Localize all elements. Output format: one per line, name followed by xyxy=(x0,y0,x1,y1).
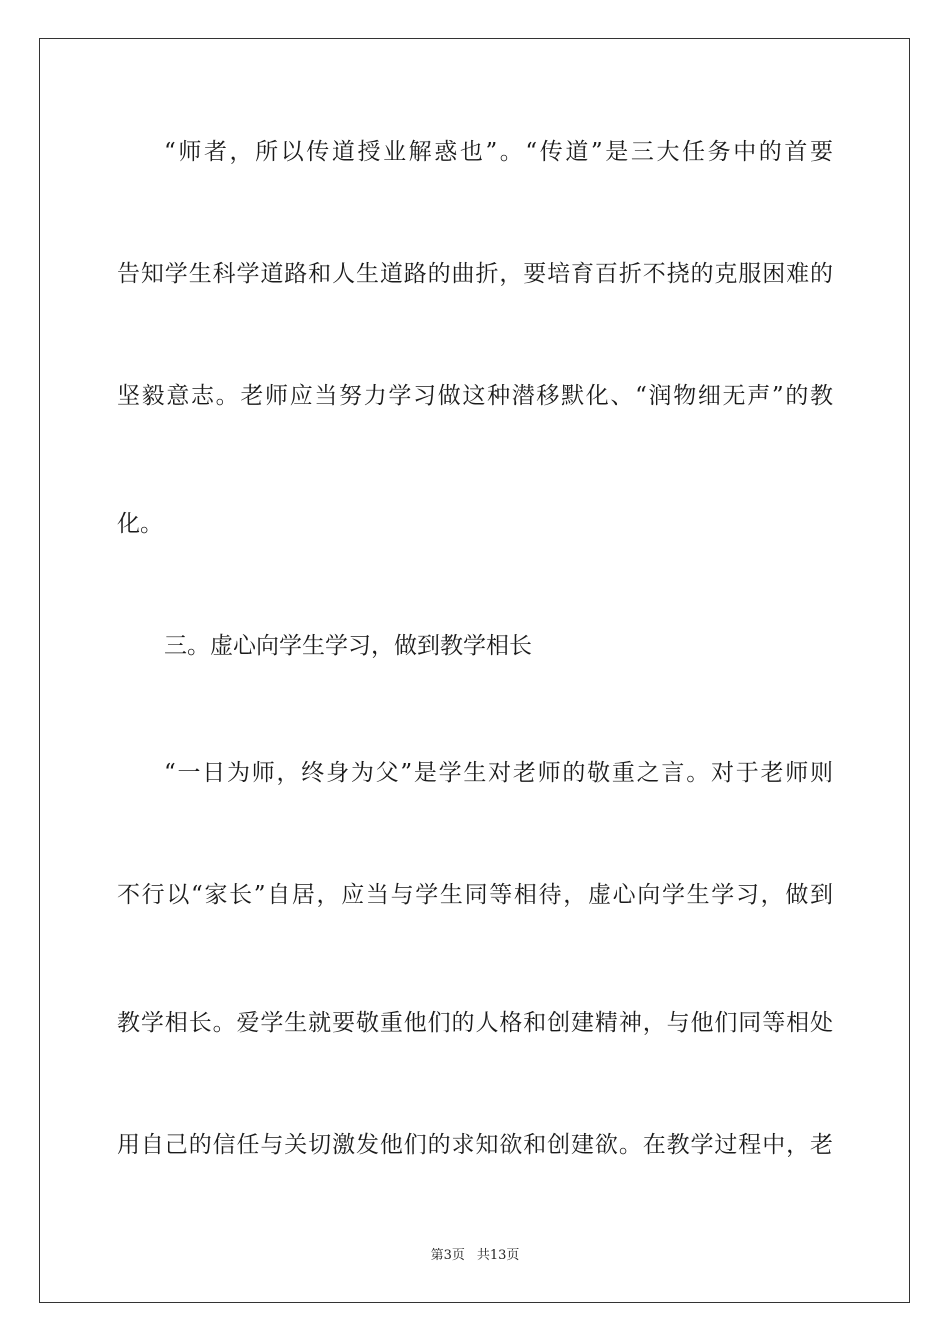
page-total: 共13页 xyxy=(476,1248,520,1263)
section-heading: 三。虚心向学生学习，做到教学相长 xyxy=(164,633,532,659)
page-footer xyxy=(0,1247,950,1265)
paragraph-line: 坚毅意志。老师应当努力学习做这种潜移默化、“润物细无声”的教 xyxy=(117,383,833,409)
paragraph-line: “一日为师，终身为父”是学生对老师的敬重之言。对于老师则 xyxy=(164,760,833,786)
paragraph-line: “师者，所以传道授业解惑也”。“传道”是三大任务中的首要 xyxy=(164,139,833,165)
paragraph-line: 告知学生科学道路和人生道路的曲折，要培育百折不挠的克服困难的 xyxy=(117,261,833,287)
paragraph-line: 教学相长。爱学生就要敬重他们的人格和创建精神，与他们同等相处 xyxy=(117,1010,833,1036)
paragraph-line: 化。 xyxy=(117,511,163,537)
page-border xyxy=(39,38,910,1303)
paragraph-line: 不行以“家长”自居，应当与学生同等相待，虚心向学生学习，做到 xyxy=(117,882,833,908)
page-number: 第3页 xyxy=(430,1248,465,1263)
paragraph-line: 用自己的信任与关切激发他们的求知欲和创建欲。在教学过程中，老 xyxy=(117,1132,833,1158)
